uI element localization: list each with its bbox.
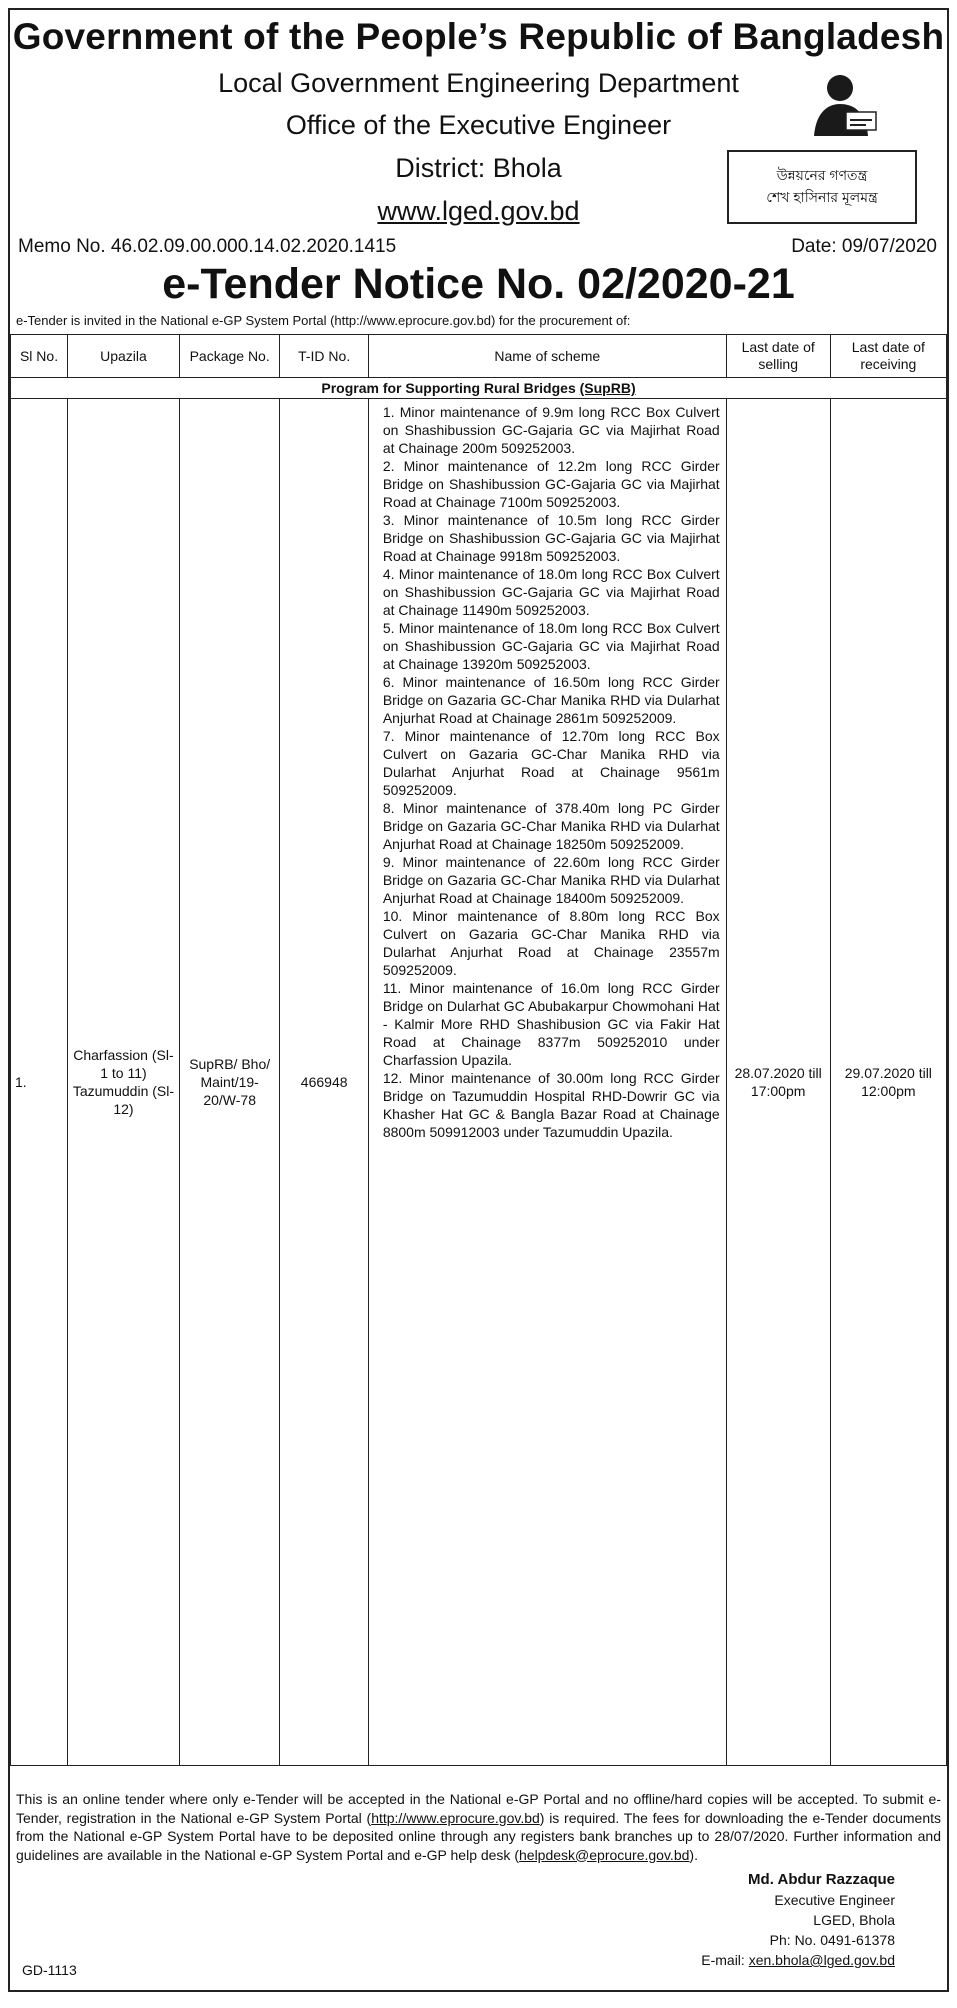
program-abbr: (SupRB) xyxy=(579,380,636,396)
scheme-item: 4. Minor maintenance of 18.0m long RCC Box Culvert on Shashibussion GC-Gajaria GC via Majirhat Road at Chainage 11490m 509252003. xyxy=(382,566,720,618)
scheme-item: 1. Minor maintenance of 9.9m long RCC Box Culvert on Shashibussion GC-Gajaria GC via Majirhat Road at Chainage 200m 509252003. xyxy=(382,404,720,456)
notice-header xyxy=(10,10,947,340)
footer-text xyxy=(16,1790,941,1864)
col-header-tid: T-ID No. xyxy=(280,335,368,378)
col-header-sl: Sl No. xyxy=(11,335,68,378)
district-heading: District: Bhola xyxy=(395,153,562,183)
footer-text-part: ) is required. The fees for downloading the e-Tender documents from the National e-GP System Portal have to be deposited online through any registers bank branches up to 28/07/2020. Further information and guidelines are available in the National e-GP System Portal and e-GP help desk ( xyxy=(16,1809,941,1863)
cell-tid: 466948 xyxy=(280,399,368,1766)
eprocure-link[interactable]: http://www.eprocure.gov.bd xyxy=(371,1809,540,1826)
signatory-phone: Ph: No. 0491-61378 xyxy=(769,1932,895,1948)
signatory-email-line xyxy=(701,1950,895,1970)
intro-text: e-Tender is invited in the National e-GP System Portal (http://www.eprocure.gov.bd) for the procurement of: xyxy=(16,313,631,328)
cell-receiving-date: 29.07.2020 till 12:00pm xyxy=(830,399,946,1766)
col-header-scheme: Name of scheme xyxy=(368,335,726,378)
signatory-designation: Executive Engineer xyxy=(774,1892,895,1908)
scheme-item: 3. Minor maintenance of 10.5m long RCC Girder Bridge on Shashibussion GC-Gajaria GC via Majirhat Road at Chainage 9918m 509252003. xyxy=(382,512,720,564)
cell-sl: 1. xyxy=(11,399,68,1766)
signatory-office: LGED, Bhola xyxy=(813,1912,895,1928)
program-title xyxy=(11,378,947,399)
gd-number: GD-1113 xyxy=(22,1962,77,1978)
portrait-emblem-icon xyxy=(802,66,882,138)
footer-text-part: ). xyxy=(689,1846,698,1863)
helpdesk-email-link[interactable]: helpdesk@eprocure.gov.bd xyxy=(519,1846,690,1863)
department-heading: Local Government Engineering Department xyxy=(218,68,739,98)
tender-notice-page xyxy=(8,8,949,1992)
cell-upazila: Charfassion (Sl-1 to 11) Tazumuddin (Sl-12) xyxy=(68,399,180,1766)
scheme-item: 10. Minor maintenance of 8.80m long RCC Box Culvert on Gazaria GC-Char Manika RHD via Dularhat Anjurhat Road at Chainage 23557m 509252009. xyxy=(382,908,720,978)
col-header-receiving: Last date of receiving xyxy=(830,335,946,378)
slogan-line-2: শেখ হাসিনার মূলমন্ত্র xyxy=(766,189,878,205)
col-header-upazila: Upazila xyxy=(68,335,180,378)
scheme-item: 6. Minor maintenance of 16.50m long RCC Girder Bridge on Gazaria GC-Char Manika RHD via Dularhat Anjurhat Road at Chainage 2861m 509252009. xyxy=(382,674,720,726)
website-link[interactable]: www.lged.gov.bd xyxy=(377,196,580,226)
slogan-box xyxy=(727,150,917,224)
col-header-package: Package No. xyxy=(179,335,280,378)
table-row xyxy=(11,399,947,1766)
cell-selling-date: 28.07.2020 till 17:00pm xyxy=(726,399,830,1766)
cell-package: SupRB/ Bho/ Maint/19-20/W-78 xyxy=(179,399,280,1766)
signature-block xyxy=(701,1870,895,1970)
program-name: Program for Supporting Rural Bridges xyxy=(321,380,580,396)
memo-number: Memo No. 46.02.09.00.000.14.02.2020.1415 xyxy=(18,236,397,257)
footer-text-part: This is an online tender where only e-Tender will be accepted in the National e-GP Portal and no offline/hard copies will be accepted. To submit e-Tender, registration in the National e-GP System Portal ( xyxy=(16,1791,941,1826)
slogan-line-1: উন্নয়নের গণতন্ত্র xyxy=(776,167,868,183)
country-heading: Government of the People’s Republic of Bangladesh xyxy=(12,16,945,57)
scheme-item: 11. Minor maintenance of 16.0m long RCC Girder Bridge on Dularhat GC Abubakarpur Chowmohani Hat - Kalmir More RHD Shashibusion GC via Fakir Hat Road at Chainage 8377m 509252010 under Charfassion Upazila. xyxy=(382,980,720,1068)
col-header-selling: Last date of selling xyxy=(726,335,830,378)
scheme-item: 5. Minor maintenance of 18.0m long RCC Box Culvert on Shashibussion GC-Gajaria GC via Majirhat Road at Chainage 13920m 509252003. xyxy=(382,620,720,672)
signatory-email-link[interactable]: xen.bhola@lged.gov.bd xyxy=(748,1952,895,1968)
scheme-item: 12. Minor maintenance of 30.00m long RCC Girder Bridge on Tazumuddin Hospital RHD-Dowrir GC via Khasher Hat GC & Bangla Bazar Road at Chainage 8800m 509912003 under Tazumuddin Upazila. xyxy=(382,1070,720,1140)
program-row xyxy=(11,378,947,399)
scheme-item: 9. Minor maintenance of 22.60m long RCC Girder Bridge on Gazaria GC-Char Manika RHD via Dularhat Anjurhat Road at Chainage 18400m 509252009. xyxy=(382,854,720,906)
email-label: E-mail: xyxy=(701,1952,749,1968)
scheme-item: 8. Minor maintenance of 378.40m long PC Girder Bridge on Gazaria GC-Char Manika RHD via Dularhat Anjurhat Road at Chainage 18250m 509252009. xyxy=(382,800,720,852)
scheme-item: 2. Minor maintenance of 12.2m long RCC Girder Bridge on Shashibussion GC-Gajaria GC via Majirhat Road at Chainage 7100m 509252003. xyxy=(382,458,720,510)
scheme-item: 7. Minor maintenance of 12.70m long RCC Box Culvert on Gazaria GC-Char Manika RHD via Dularhat Anjurhat Road at Chainage 9561m 509252009. xyxy=(382,728,720,798)
notice-date: Date: 09/07/2020 xyxy=(791,236,937,257)
notice-title: e-Tender Notice No. 02/2020-21 xyxy=(162,260,795,308)
signatory-name: Md. Abdur Razzaque xyxy=(748,1871,895,1888)
office-heading: Office of the Executive Engineer xyxy=(285,110,672,140)
tender-table xyxy=(10,334,947,1766)
cell-schemes xyxy=(368,399,726,1766)
table-header-row xyxy=(11,335,947,378)
